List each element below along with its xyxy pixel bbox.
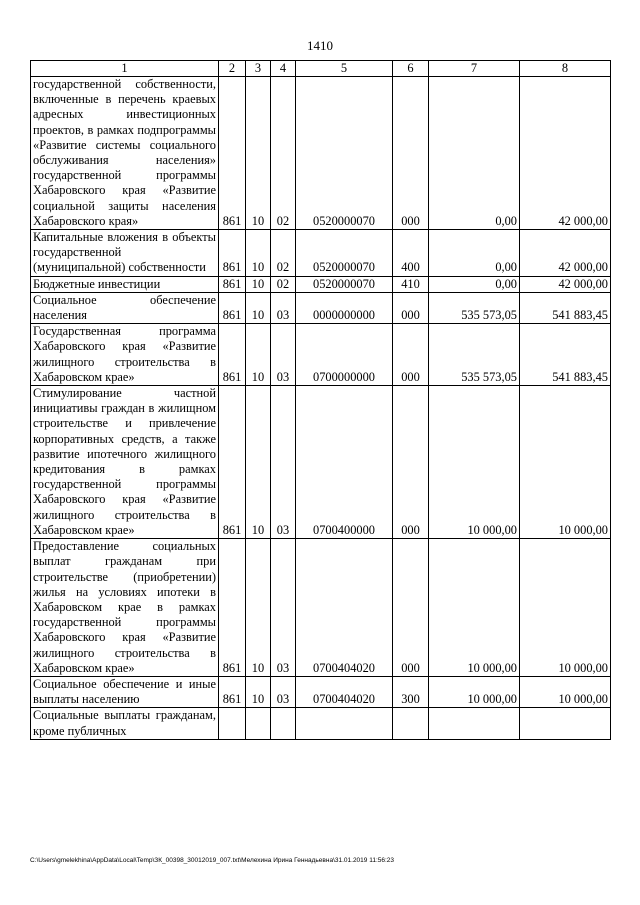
table-row [31,324,611,386]
table-header-row [31,61,611,77]
target-article-code: 0000000000 [296,292,393,323]
column-header: 3 [246,61,271,77]
expense-type-code: 000 [393,539,429,677]
target-article-code: 0520000070 [296,276,393,292]
target-article-code: 0700400000 [296,386,393,539]
amount-col7: 0,00 [429,230,520,277]
amount-col7: 0,00 [429,77,520,230]
amount-col8: 42 000,00 [520,276,611,292]
target-article-code: 0520000070 [296,230,393,277]
amount-col8: 10 000,00 [520,386,611,539]
ministry-code: 861 [219,676,246,707]
column-header: 8 [520,61,611,77]
ministry-code: 861 [219,292,246,323]
section-code: 10 [246,324,271,386]
ministry-code: 861 [219,230,246,277]
expense-type-code: 300 [393,676,429,707]
ministry-code [219,708,246,739]
table-row [31,708,611,739]
amount-col8: 541 883,45 [520,324,611,386]
table-row [31,676,611,707]
ministry-code: 861 [219,386,246,539]
row-description: государственной собственности, включенные в перечень краевых адресных инвестиционных проектов, в рамках подпрограммы «Развитие системы социального обслуживания населения» государственной программы Хабаровского края «Развитие социальной защиты населения Хабаровского края» [31,77,219,230]
section-code: 10 [246,386,271,539]
amount-col8: 10 000,00 [520,539,611,677]
subsection-code: 03 [271,676,296,707]
row-description: Капитальные вложения в объекты государственной (муниципальной) собственности [31,230,219,277]
file-path-footer: C:\Users\gmelekhina\AppData\Local\Temp\ЗК_00398_30012019_007.txt\Мелехина Ирина Геннадьевна\31.01.2019 11:56:23 [30,857,395,864]
table-row [31,292,611,323]
row-description: Предоставление социальных выплат гражданам при строительстве (приобретении) жилья на условиях ипотеки в Хабаровском крае в рамках государственной программы Хабаровского края «Развитие жилищного строительства в Хабаровском крае» [31,539,219,677]
expense-type-code: 000 [393,324,429,386]
target-article-code: 0700000000 [296,324,393,386]
amount-col8: 42 000,00 [520,77,611,230]
subsection-code: 03 [271,386,296,539]
ministry-code: 861 [219,276,246,292]
subsection-code: 03 [271,292,296,323]
amount-col7: 0,00 [429,276,520,292]
subsection-code: 03 [271,324,296,386]
expense-type-code: 000 [393,386,429,539]
amount-col7: 535 573,05 [429,292,520,323]
column-header: 2 [219,61,246,77]
column-header: 4 [271,61,296,77]
target-article-code [296,708,393,739]
ministry-code: 861 [219,77,246,230]
subsection-code: 02 [271,230,296,277]
amount-col8: 42 000,00 [520,230,611,277]
expense-type-code: 000 [393,292,429,323]
row-description: Социальное обеспечение и иные выплаты населению [31,676,219,707]
section-code: 10 [246,292,271,323]
section-code: 10 [246,77,271,230]
column-header: 5 [296,61,393,77]
column-header: 1 [31,61,219,77]
ministry-code: 861 [219,324,246,386]
row-description: Государственная программа Хабаровского края «Развитие жилищного строительства в Хабаровском крае» [31,324,219,386]
expense-type-code: 400 [393,230,429,277]
section-code [246,708,271,739]
expense-type-code [393,708,429,739]
target-article-code: 0700404020 [296,539,393,677]
row-description: Бюджетные инвестиции [31,276,219,292]
target-article-code: 0700404020 [296,676,393,707]
column-header: 7 [429,61,520,77]
expense-type-code: 000 [393,77,429,230]
table-row [31,539,611,677]
row-description: Социальное обеспечение населения [31,292,219,323]
section-code: 10 [246,276,271,292]
budget-table [30,60,611,740]
subsection-code: 02 [271,276,296,292]
amount-col7 [429,708,520,739]
subsection-code: 03 [271,539,296,677]
amount-col7: 10 000,00 [429,386,520,539]
amount-col8 [520,708,611,739]
subsection-code [271,708,296,739]
table-row [31,230,611,277]
row-description: Социальные выплаты гражданам, кроме публичных [31,708,219,739]
page-number: 1410 [307,38,333,53]
ministry-code: 861 [219,539,246,677]
table-row [31,77,611,230]
table-row [31,386,611,539]
expense-type-code: 410 [393,276,429,292]
amount-col7: 10 000,00 [429,539,520,677]
table-row [31,276,611,292]
section-code: 10 [246,676,271,707]
column-header: 6 [393,61,429,77]
amount-col7: 535 573,05 [429,324,520,386]
amount-col8: 10 000,00 [520,676,611,707]
amount-col7: 10 000,00 [429,676,520,707]
row-description: Стимулирование частной инициативы граждан в жилищном строительстве и привлечение корпоративных средств, а также развитие ипотечного жилищного кредитования в рамках государственной программы Хабаровского края «Развитие жилищного строительства в Хабаровском крае» [31,386,219,539]
subsection-code: 02 [271,77,296,230]
section-code: 10 [246,539,271,677]
amount-col8: 541 883,45 [520,292,611,323]
section-code: 10 [246,230,271,277]
target-article-code: 0520000070 [296,77,393,230]
